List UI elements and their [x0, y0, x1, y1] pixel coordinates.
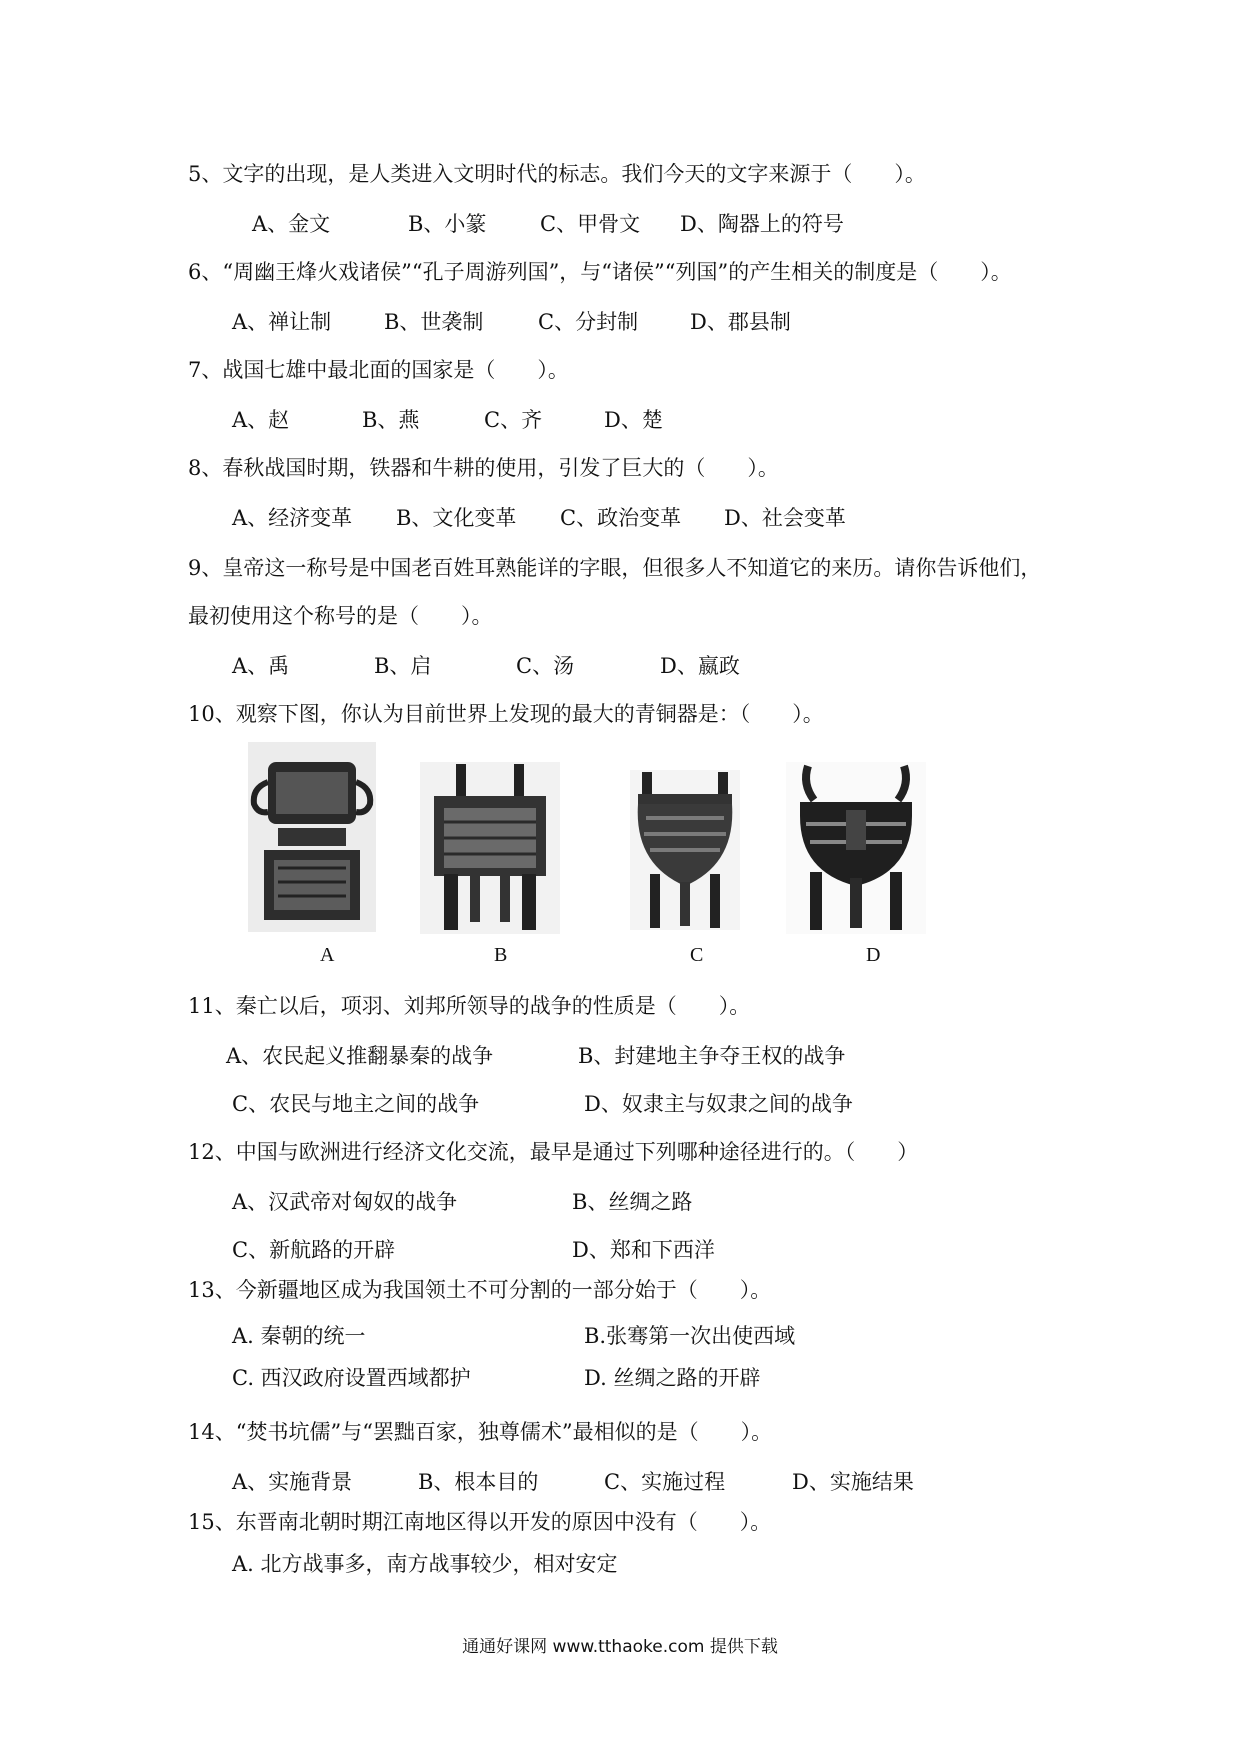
page-footer: 通通好课网 www.tthaoke.com 提供下载 [462, 1637, 778, 1657]
bronze-vessel-a-image [248, 742, 376, 932]
q12-option-c: C、新航路的开辟 [232, 1238, 396, 1262]
question-9-stem-continued: 最初使用这个称号的是（ ）。 [188, 604, 493, 628]
question-6-stem: 6、“周幽王烽火戏诸侯”“孔子周游列国”，与“诸侯”“列国”的产生相关的制度是（ ）。 [188, 260, 1012, 284]
q11-option-b: B、封建地主争夺王权的战争 [578, 1044, 846, 1068]
q8-option-a: A、经济变革 [232, 506, 353, 530]
q8-option-d: D、社会变革 [724, 506, 846, 530]
q7-option-a: A、赵 [232, 408, 290, 432]
q9-option-c: C、汤 [516, 654, 575, 678]
q5-option-c: C、甲骨文 [540, 212, 641, 236]
bronze-vessel-c-image [630, 770, 740, 930]
q7-option-c: C、齐 [484, 408, 543, 432]
question-15-stem: 15、东晋南北朝时期江南地区得以开发的原因中没有（ ）。 [188, 1510, 772, 1534]
question-10-stem: 10、观察下图，你认为目前世界上发现的最大的青铜器是：（ ）。 [188, 702, 824, 726]
bronze-vessel-b-image [420, 762, 560, 934]
question-11-stem: 11、秦亡以后，项羽、刘邦所领导的战争的性质是（ ）。 [188, 994, 751, 1018]
q6-option-d: D、郡县制 [690, 310, 791, 334]
question-9-stem: 9、皇帝这一称号是中国老百姓耳熟能详的字眼，但很多人不知道它的来历。请你告诉他们， [188, 556, 1042, 580]
q6-option-a: A、禅让制 [232, 310, 332, 334]
q12-option-d: D、郑和下西洋 [572, 1238, 715, 1262]
q11-option-d: D、奴隶主与奴隶之间的战争 [584, 1092, 853, 1116]
q7-option-d: D、楚 [604, 408, 663, 432]
q14-option-b: B、根本目的 [418, 1470, 539, 1494]
q9-option-d: D、嬴政 [660, 654, 740, 678]
question-12-stem: 12、中国与欧洲进行经济文化交流，最早是通过下列哪种途径进行的。（ ） [188, 1140, 919, 1164]
figure-label-c: C [690, 944, 704, 966]
q13-option-b: B.张骞第一次出使西域 [584, 1324, 796, 1348]
q15-option-a: A. 北方战事多，南方战事较少，相对安定 [232, 1552, 618, 1576]
bronze-vessel-d-image [786, 762, 926, 934]
q14-option-c: C、实施过程 [604, 1470, 726, 1494]
q14-option-d: D、实施结果 [792, 1470, 914, 1494]
q5-option-d: D、陶器上的符号 [680, 212, 844, 236]
figure-label-a: A [320, 944, 335, 966]
q13-option-a: A. 秦朝的统一 [232, 1324, 366, 1348]
q9-option-b: B、启 [374, 654, 432, 678]
q6-option-b: B、世袭制 [384, 310, 484, 334]
q13-option-c: C. 西汉政府设置西域都护 [232, 1366, 471, 1390]
q12-option-b: B、丝绸之路 [572, 1190, 693, 1214]
q6-option-c: C、分封制 [538, 310, 639, 334]
q7-option-b: B、燕 [362, 408, 420, 432]
q11-option-c: C、农民与地主之间的战争 [232, 1092, 480, 1116]
question-14-stem: 14、“焚书坑儒”与“罢黜百家，独尊儒术”最相似的是（ ）。 [188, 1420, 773, 1444]
q8-option-c: C、政治变革 [560, 506, 682, 530]
q8-option-b: B、文化变革 [396, 506, 517, 530]
question-13-stem: 13、今新疆地区成为我国领土不可分割的一部分始于（ ）。 [188, 1278, 772, 1302]
q12-option-a: A、汉武帝对匈奴的战争 [232, 1190, 458, 1214]
question-7-stem: 7、战国七雄中最北面的国家是（ ）。 [188, 358, 569, 382]
question-8-stem: 8、春秋战国时期，铁器和牛耕的使用，引发了巨大的（ ）。 [188, 456, 779, 480]
q11-option-a: A、农民起义推翻暴秦的战争 [226, 1044, 494, 1068]
q5-option-a: A、金文 [252, 212, 331, 236]
q5-option-b: B、小篆 [408, 212, 487, 236]
q13-option-d: D. 丝绸之路的开辟 [584, 1366, 761, 1390]
figure-label-b: B [494, 944, 508, 966]
figure-label-d: D [866, 944, 881, 966]
question-5-stem: 5、文字的出现，是人类进入文明时代的标志。我们今天的文字来源于（ ）。 [188, 162, 926, 186]
q9-option-a: A、禹 [232, 654, 290, 678]
q14-option-a: A、实施背景 [232, 1470, 353, 1494]
